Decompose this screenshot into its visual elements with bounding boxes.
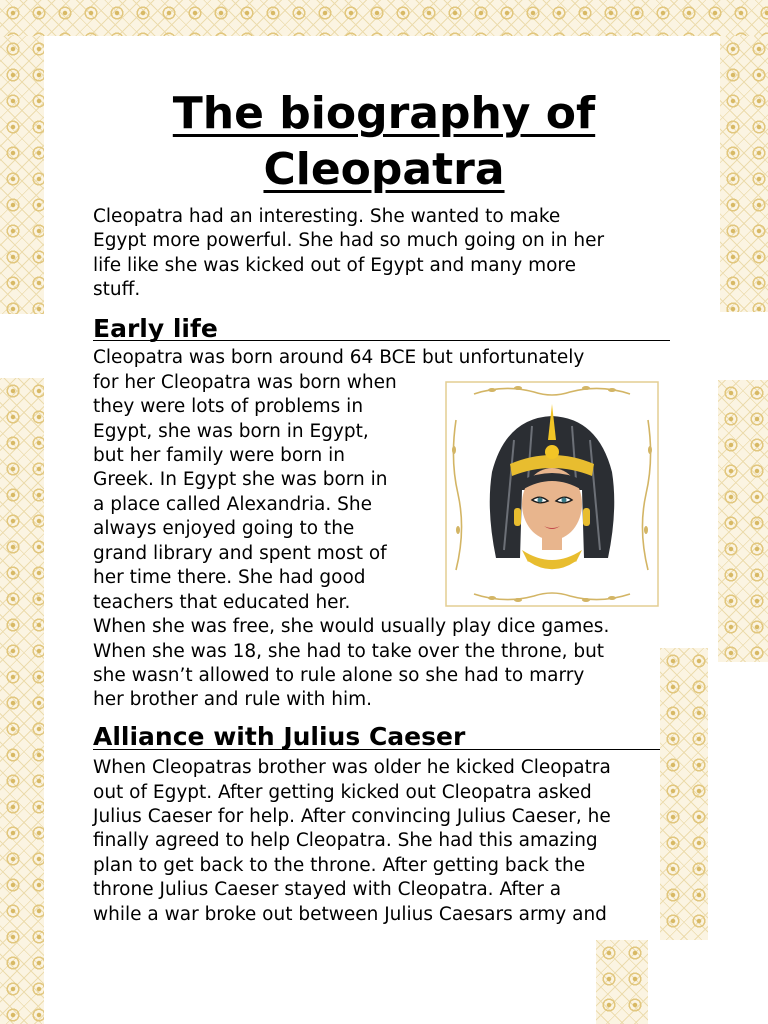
body-line: but her family were born in [93,445,345,466]
ornamental-border-right [720,36,768,312]
alliance-section [0,720,660,940]
body-line: out of Egypt. After getting kicked out Cleopatra asked [93,782,592,803]
body-line: grand library and spent most of [93,543,387,564]
body-line: Cleopatra was born around 64 BCE but unfortunately [93,347,585,368]
body-line: When she was free, she would usually play dice games. [93,616,610,637]
heading-rule [93,749,660,750]
heading-rule [93,340,670,341]
body-line: When Cleopatras brother was older he kicked Cleopatra [93,757,611,778]
heading-early-life: Early life [93,314,218,343]
ornamental-border-bottom [596,940,648,1024]
title-line-2: Cleopatra [263,144,505,195]
body-line: always enjoyed going to the [93,518,355,539]
body-line: Julius Caeser for help. After convincing Julius Caeser, he [93,806,611,827]
body-line: Greek. In Egypt she was born in [93,469,388,490]
body-line: throne Julius Caeser stayed with Cleopatra. After a [93,879,562,900]
title-line-1: The biography of [172,88,596,139]
body-line: they were lots of problems in [93,396,364,417]
intro-line: Cleopatra had an interesting. She wanted to make [93,206,561,227]
body-line: finally agreed to help Cleopatra. She had this amazing [93,830,598,851]
intro-line: stuff. [93,279,141,300]
body-line: teachers that educated her. [93,592,351,613]
body-line: for her Cleopatra was born when [93,372,397,393]
ornamental-border-right-lower [660,648,708,940]
intro-line: Egypt more powerful. She had so much going on in her [93,230,605,251]
body-line: while a war broke out between Julius Caesars army and [93,904,607,925]
body-line: plan to get back to the throne. After getting back the [93,855,586,876]
body-line: Egypt, she was born in Egypt, [93,421,369,442]
heading-alliance: Alliance with Julius Caeser [93,722,466,751]
body-line: When she was 18, she had to take over the throne, but [93,641,605,662]
cleopatra-portrait [444,380,660,608]
body-line: her time there. She had good [93,567,366,588]
ornamental-border-right-middle [718,380,768,662]
page-title [94,86,674,198]
intro-line: life like she was kicked out of Egypt and many more [93,255,577,276]
ornamental-border-left [0,36,44,314]
ornamental-border-top [0,0,768,36]
body-line: her brother and rule with him. [93,689,373,710]
body-line: she wasn’t allowed to rule alone so she had to marry [93,665,585,686]
body-line: a place called Alexandria. She [93,494,372,515]
